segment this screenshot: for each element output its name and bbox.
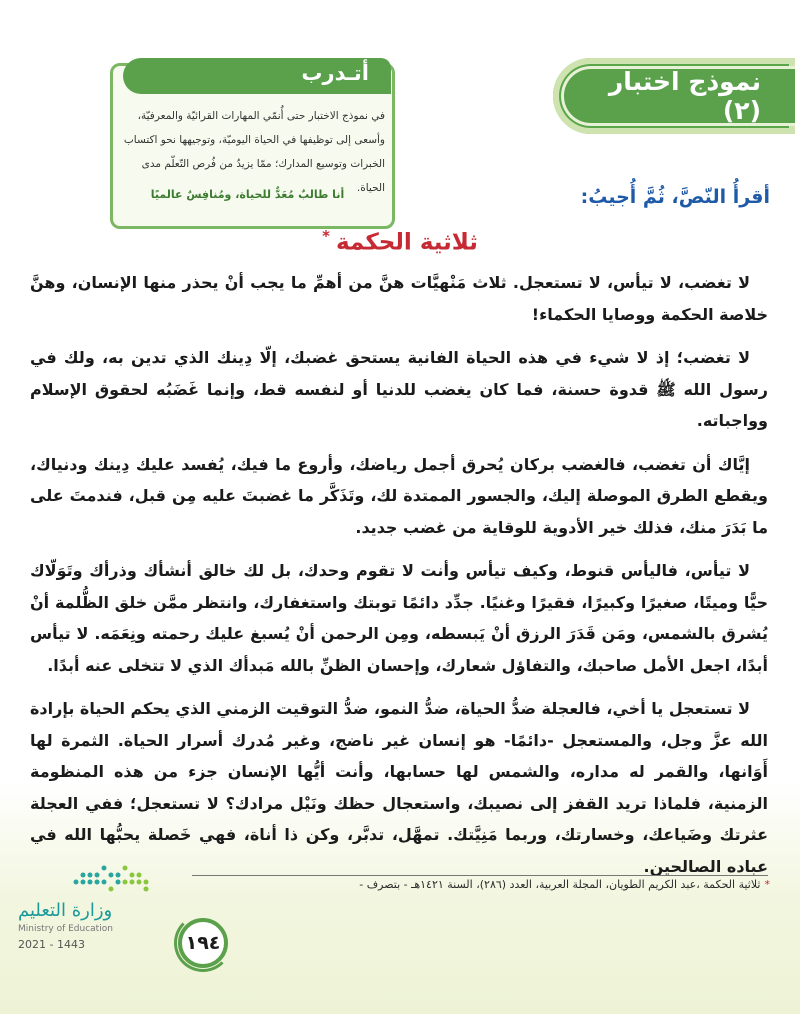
footnote-divider [192, 875, 768, 876]
training-tab-label: أتـدرب [301, 61, 369, 85]
ministry-name-en: Ministry of Education [18, 924, 113, 934]
page-number-arc [174, 914, 232, 972]
training-slogan: أنا طالبٌ مُعَدٌّ للحياة، ومُنافِسٌ عالميًا [150, 188, 345, 201]
training-body: في نموذج الاختبار حتى أُنمّي المهارات القرائيّة والمعرفيّة، وأسعى إلى توظيفها في الحياة اليوميّة، وتوجيهها نحو اكتساب الخبرات وتوسيع المدارك؛ ممّا يزيدُ من فُرص التّعلّم مدى الحياة. [123, 110, 385, 194]
page-number: ١٩٤ [185, 932, 221, 954]
page-number-badge [178, 918, 228, 968]
article-title: ثلاثية الحكمة [335, 229, 478, 256]
ministry-name-ar: وزارة التعليم [18, 900, 113, 921]
footnote-marker: * [764, 878, 770, 891]
lesson-title: نموذج اختبار (٢) [608, 67, 761, 125]
ministry-year: 2021 - 1443 [18, 938, 85, 951]
paragraph: لا تيأس، فاليأس قنوط، وكيف تيأس وأنت لا تقوم وحدك، بل لك خالق أنشأك وذرأك وتَوَلّاك حيًّا وميتًا، صغيرًا وكبيرًا، فقيرًا وغنيًا. جدِّد دائمًا توبتك واستغفارك، وانتظر ممَّن خلق الظُّلمة أنْ يُشرق بالشمس، ومَن قَدَرَ الرزق أنْ يَبسطه، ومِن الرحمن أنْ يُسبغ عليك رحمته ونِعَمَه. لا تيأس أبدًا، اجعل الأمل صاحبك، والتفاؤل شعارك، وإحسان الظنِّ بالله مَبدأك الذي لا تتخلى عنه أبدًا. [30, 561, 768, 675]
lesson-title-banner [553, 58, 795, 134]
ministry-logo [18, 860, 168, 960]
training-tab [123, 58, 391, 94]
ministry-dots-icon [68, 860, 158, 896]
paragraph: لا تغضب؛ إذ لا شيء في هذه الحياة الفانية يستحق غضبك، إلّا دِينك الذي تدين به، ولك في رسول الله ﷺ قدوة حسنة، فما كان يغضب للدنيا أو لنفسه قط، وإنما غَضَبُه لحقوق الإسلام وواجباته. [30, 348, 768, 430]
paragraph: لا تستعجل يا أخي، فالعجلة ضدُّ الحياة، ضدُّ النمو، ضدُّ التوقيت الزمني الذي يحكم الحياة بإرادة الله عزَّ وجل، والمستعجل -دائمًا- هو إنسان غير ناضج، وغير مُدرك أسرار الحياة. الثمرة لها أَوَانها، والقمر له مداره، والشمس لها حسابها، وأنت أيُّها الإنسان جزء من هذه المنظومة الزمنية، فلماذا تريد القفز إلى نصيبك، واستعجال حظك ونَيْل مرادك؟ لا تستعجل؛ ففي العجلة عثرتك وضَياعك، وخسارتك، وربما مَنِيَّتك. تمهَّل، تدبَّر، وكن ذا أناة، فهي خَصلة يحبُّها الله في عباده الصالحين. [29, 699, 768, 876]
instruction-text: أقرأُ النّصَّ، ثُمَّ أُجيبُ: [580, 186, 770, 208]
footnote [359, 878, 770, 891]
lesson-title-inner [561, 66, 795, 126]
paragraph: لا تغضب، لا تيأس، لا تستعجل. ثلاث مَنْهيَّات هنَّ من أهمِّ ما يجب أنْ يحذر منها الإنسان، وهنَّ خلاصة الحكمة ووصايا الحكماء! [30, 273, 768, 324]
article-title-row [0, 227, 800, 256]
article-body [30, 267, 768, 894]
footnote-text: ثلاثية الحكمة ،عبد الكريم الطويان، المجلة العربية، العدد (٢٨٦)، السنة ١٤٢١هـ - بتصرف - [359, 878, 761, 891]
title-footnote-marker: * [322, 227, 330, 245]
paragraph: إيَّاك أن تغضب، فالغضب بركان يُحرق أجمل رياضك، وأروع ما فيك، يُفسد عليك دِينك ودنياك، ويقطع الطرق الموصلة إليك، والجسور الممتدة لك، وتَذَكَّر ما غضبتَ عليه مِن قبل، فندمتَ على ما بَدَرَ منك، فذلك خير الأدوية للوقاية من غضب جديد. [30, 454, 768, 537]
